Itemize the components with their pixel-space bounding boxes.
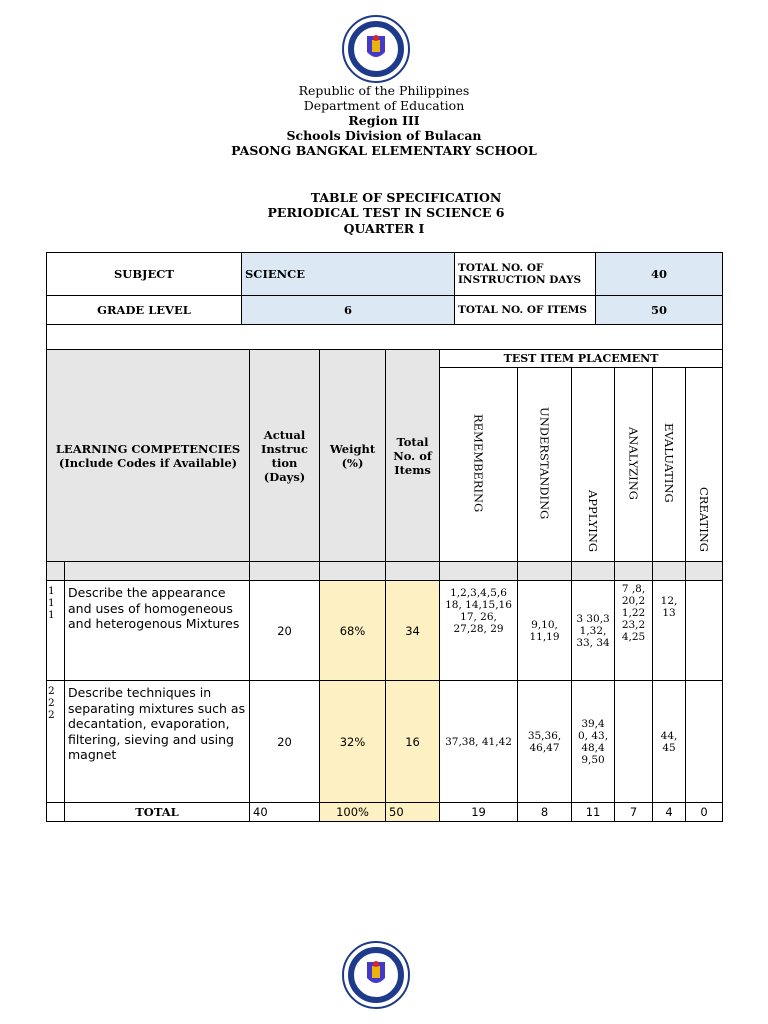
row-creating bbox=[686, 581, 723, 681]
total-analyzing: 7 bbox=[615, 803, 653, 822]
row-weight: 32% bbox=[320, 681, 386, 803]
row-understanding: 9,10, 11,19 bbox=[518, 581, 572, 681]
header-line3: Region III bbox=[348, 113, 420, 128]
header-line2: Department of Education bbox=[303, 98, 465, 113]
header-block bbox=[0, 83, 768, 158]
row-evaluating: 44, 45 bbox=[653, 681, 686, 803]
total-weight: 100% bbox=[320, 803, 386, 822]
spec-table bbox=[46, 349, 723, 822]
deped-seal-bottom bbox=[341, 940, 411, 1010]
col-weight: Weight (%) bbox=[320, 350, 386, 562]
header-line4: Schools Division of Bulacan bbox=[286, 128, 482, 143]
row-competency: Describe techniques in separating mixtures such as decantation, evaporation, filtering, sieving and using magnet bbox=[65, 681, 250, 803]
grade-label: GRADE LEVEL bbox=[47, 296, 242, 325]
grey-spacer-row bbox=[47, 562, 723, 581]
col-total-items: Total No. of Items bbox=[386, 350, 440, 562]
level-analyzing: ANALYZING bbox=[615, 368, 653, 562]
row-evaluating: 12, 13 bbox=[653, 581, 686, 681]
level-understanding: UNDERSTANDING bbox=[518, 368, 572, 562]
header-line1: Republic of the Philippines bbox=[298, 83, 470, 98]
row-days: 20 bbox=[250, 681, 320, 803]
row-days: 20 bbox=[250, 581, 320, 681]
total-row bbox=[47, 803, 723, 822]
total-understanding: 8 bbox=[518, 803, 572, 822]
level-creating: CREATING bbox=[686, 368, 723, 562]
total-applying: 11 bbox=[572, 803, 615, 822]
items-value: 50 bbox=[596, 296, 723, 325]
title-line2: PERIODICAL TEST IN SCIENCE 6 bbox=[267, 205, 505, 220]
row-items: 34 bbox=[386, 581, 440, 681]
spacer-row bbox=[47, 325, 723, 350]
total-creating: 0 bbox=[686, 803, 723, 822]
row-code: 1 1 1 bbox=[47, 581, 65, 681]
row-analyzing: 7 ,8, 20,2 1,22 23,2 4,25 bbox=[615, 581, 653, 681]
row-remembering: 1,2,3,4,5,6 18, 14,15,16 17, 26, 27,28, 29 bbox=[440, 581, 518, 681]
total-remembering: 19 bbox=[440, 803, 518, 822]
level-applying: APPLYING bbox=[572, 368, 615, 562]
days-value: 40 bbox=[596, 253, 723, 296]
col-competencies: LEARNING COMPETENCIES (Include Codes if Available) bbox=[47, 350, 250, 562]
row-understanding: 35,36, 46,47 bbox=[518, 681, 572, 803]
subject-label: SUBJECT bbox=[47, 253, 242, 296]
row-items: 16 bbox=[386, 681, 440, 803]
grade-value: 6 bbox=[242, 296, 455, 325]
total-days: 40 bbox=[250, 803, 320, 822]
level-remembering: REMEMBERING bbox=[440, 368, 518, 562]
row-analyzing bbox=[615, 681, 653, 803]
table-row bbox=[47, 681, 723, 803]
row-applying: 39,4 0, 43, 48,4 9,50 bbox=[572, 681, 615, 803]
days-label: TOTAL NO. OF INSTRUCTION DAYS bbox=[455, 253, 596, 296]
col-test-item-placement: TEST ITEM PLACEMENT bbox=[440, 350, 723, 368]
col-actual-days: Actual Instruc tion (Days) bbox=[250, 350, 320, 562]
total-evaluating: 4 bbox=[653, 803, 686, 822]
total-label: TOTAL bbox=[65, 803, 250, 822]
title-line1: TABLE OF SPECIFICATION bbox=[310, 190, 502, 205]
row-applying: 3 30,3 1,32, 33, 34 bbox=[572, 581, 615, 681]
info-table bbox=[46, 252, 723, 350]
row-remembering: 37,38, 41,42 bbox=[440, 681, 518, 803]
total-items: 50 bbox=[386, 803, 440, 822]
header-line5: PASONG BANGKAL ELEMENTARY SCHOOL bbox=[231, 143, 537, 158]
table-row bbox=[47, 581, 723, 681]
row-code: 2 2 2 bbox=[47, 681, 65, 803]
title-line3: QUARTER I bbox=[343, 221, 425, 236]
row-creating bbox=[686, 681, 723, 803]
level-evaluating: EVALUATING bbox=[653, 368, 686, 562]
row-competency: Describe the appearance and uses of homogeneous and heterogenous Mixtures bbox=[65, 581, 250, 681]
deped-seal-top bbox=[341, 14, 411, 84]
items-label: TOTAL NO. OF ITEMS bbox=[455, 296, 596, 325]
subject-value: SCIENCE bbox=[242, 253, 455, 296]
row-weight: 68% bbox=[320, 581, 386, 681]
